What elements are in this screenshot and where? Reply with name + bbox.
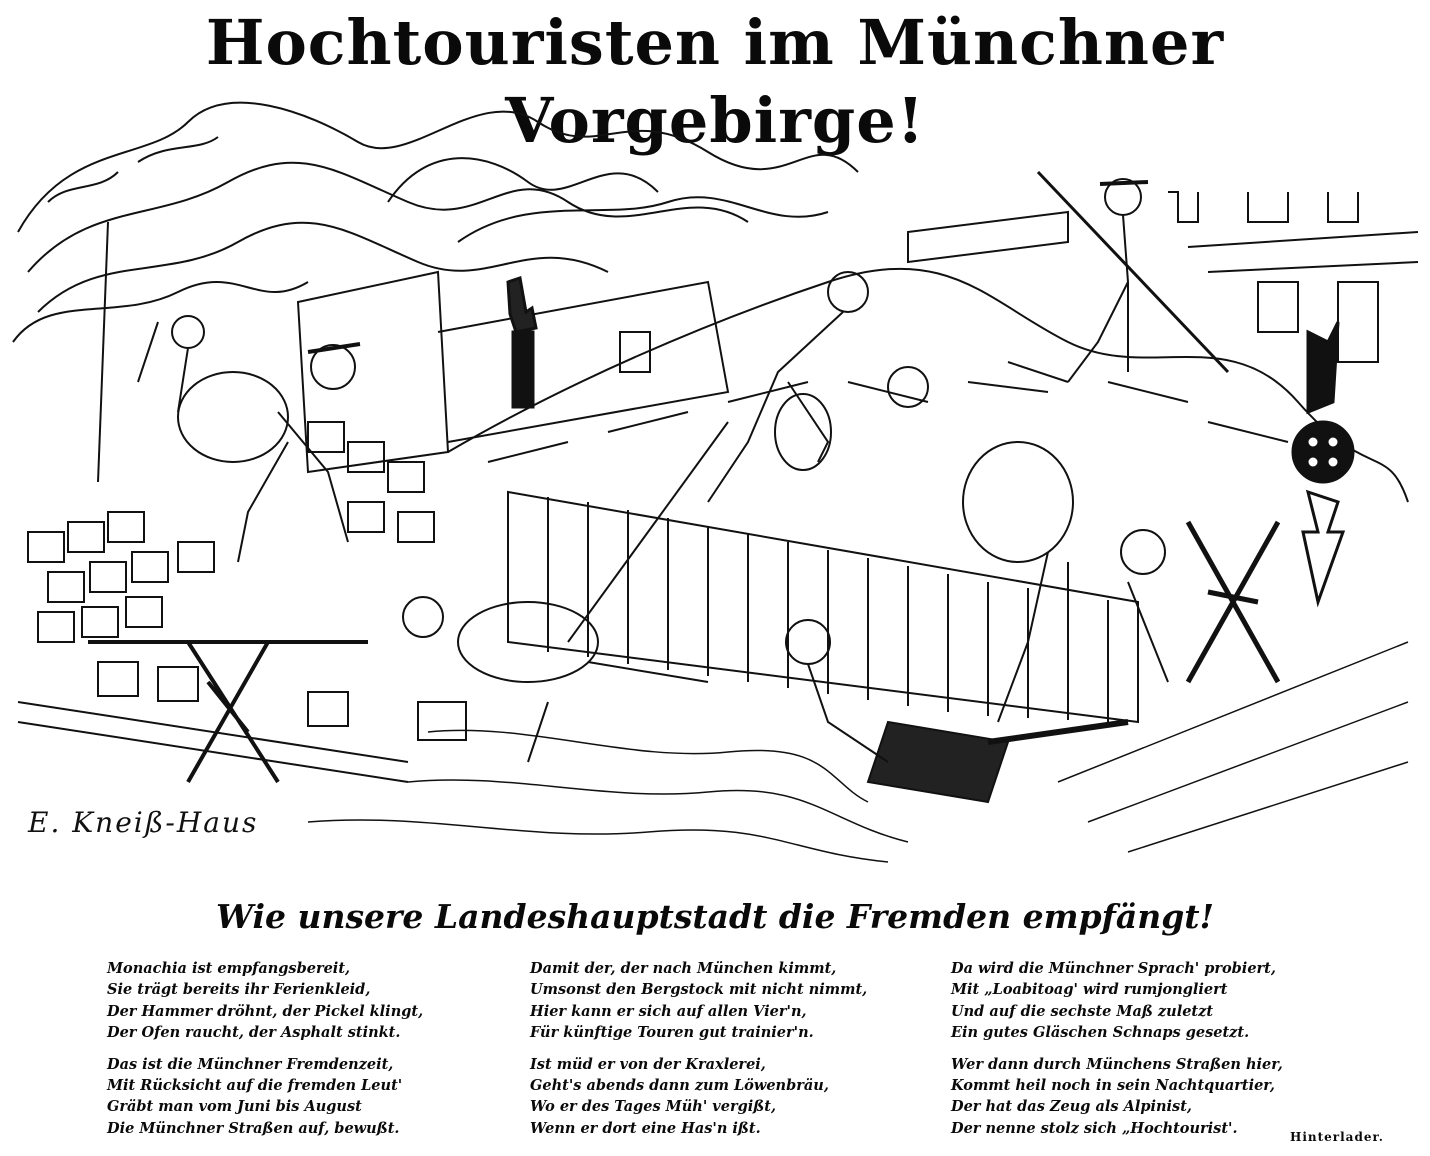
- poem-line: Der nenne stolz sich „Hochtourist'.: [951, 1119, 1238, 1137]
- poem-stanza: [951, 958, 1361, 1044]
- poem-line: Mit „Loabitoag' wird rumjongliert: [951, 981, 1228, 999]
- poem-line: Der hat das Zeug als Alpinist,: [951, 1098, 1192, 1116]
- poem-line: Der Ofen raucht, der Asphalt stinkt.: [107, 1024, 401, 1042]
- poem-line: Mit Rücksicht auf die fremden Leut': [107, 1077, 403, 1095]
- poem-line: Wer dann durch Münchens Straßen hier,: [951, 1055, 1283, 1073]
- poem-stanza: [530, 958, 940, 1044]
- poem-line: Der Hammer dröhnt, der Pickel klingt,: [107, 1002, 424, 1020]
- poem-line: Für künftige Touren gut trainier'n.: [530, 1024, 814, 1042]
- poem-line: Ist müd er von der Kraxlerei,: [530, 1055, 766, 1073]
- tram-rails: [18, 642, 408, 782]
- peeking-head: [888, 367, 928, 407]
- artist-signature: E. Kneiß-Haus: [28, 806, 259, 839]
- subtitle: Wie unsere Landeshauptstadt die Fremden empfängt!: [215, 897, 1214, 936]
- hiker-with-alpenstock: [1038, 172, 1228, 382]
- street-excavation-illustration: [8, 82, 1422, 872]
- poem-line: Kommt heil noch in sein Nachtquartier,: [951, 1077, 1275, 1095]
- poem-column-1: [107, 958, 517, 1149]
- crawling-hiker: [403, 597, 708, 762]
- sawhorse-left: [188, 642, 278, 782]
- poem-line: Gräbt man vom Juni bis August: [107, 1098, 362, 1116]
- poem-stanza: [951, 1054, 1361, 1140]
- poem-line: Ein gutes Gläschen Schnaps gesetzt.: [951, 1024, 1250, 1042]
- poem-line: Die Münchner Straßen auf, bewußt.: [107, 1119, 400, 1137]
- ground-dirt: [308, 642, 1408, 862]
- poem-line: Sie trägt bereits ihr Ferienkleid,: [107, 981, 371, 999]
- poem-line: Geht's abends dann zum Löwenbräu,: [530, 1077, 829, 1095]
- poem-line: Hier kann er sich auf allen Vier'n,: [530, 1002, 807, 1020]
- cobblestone-pile: [28, 422, 466, 740]
- pointing-hand-sign: [508, 278, 536, 407]
- poem-column-2: [530, 958, 940, 1149]
- poem-author: Hinterlader.: [1290, 1130, 1384, 1144]
- poem-stanza: [530, 1054, 940, 1140]
- houses-background: [908, 192, 1418, 362]
- sawhorse-right: [1188, 522, 1278, 682]
- poem-line: Da wird die Münchner Sprach' probiert,: [951, 960, 1276, 977]
- trench: [868, 722, 1128, 802]
- poem-line: Monachia ist empfangsbereit,: [107, 960, 351, 977]
- direction-arrow-sign: [1293, 322, 1353, 602]
- climber-roped: [568, 272, 868, 642]
- poem-line: Wo er des Tages Müh' vergißt,: [530, 1098, 777, 1116]
- man-in-trench: [786, 620, 888, 762]
- smoke-cloud: [13, 103, 858, 342]
- wooden-fence: [508, 492, 1138, 722]
- poem-line: Umsonst den Bergstock mit nicht nimmt,: [530, 981, 868, 999]
- poem-stanza: [107, 958, 517, 1044]
- poem-line: Wenn er dort eine Has'n ißt.: [530, 1119, 761, 1137]
- poem-column-3: [951, 958, 1361, 1149]
- poem-stanza: [107, 1054, 517, 1140]
- poem-line: Damit der, der nach München kimmt,: [530, 960, 837, 977]
- poem-line: Und auf die sechste Maß zuletzt: [951, 1002, 1214, 1020]
- poem-line: Das ist die Münchner Fremdenzeit,: [107, 1055, 394, 1073]
- page-title: Hochtouristen im Münchner Vorgebirge!: [205, 6, 1225, 157]
